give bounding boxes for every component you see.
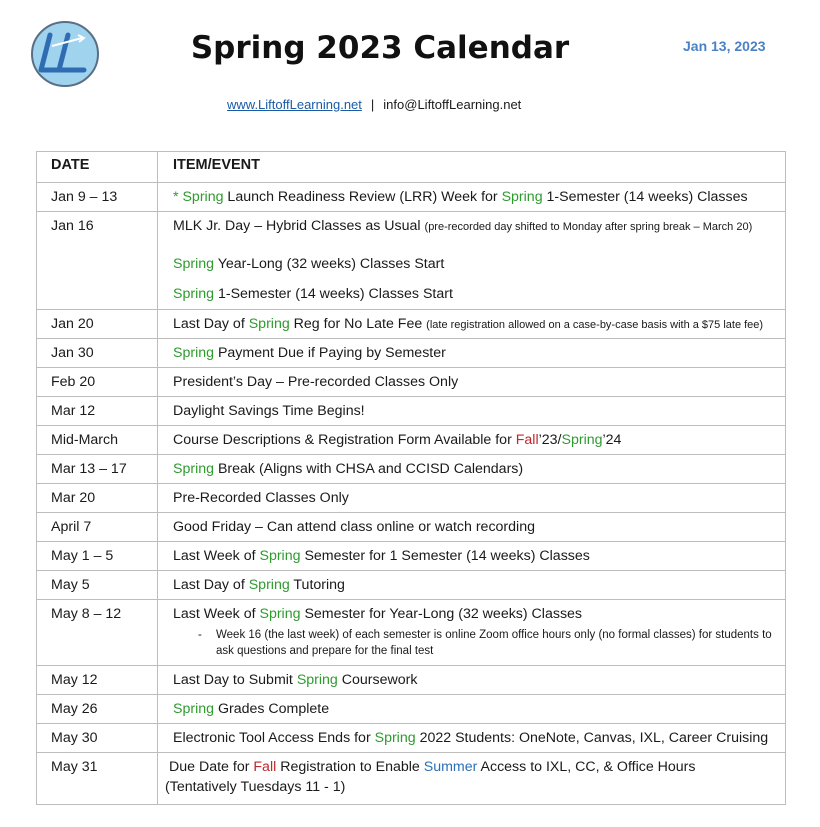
table-row [37,397,786,426]
website-link[interactable]: www.LiftoffLearning.net [227,97,362,112]
table-row [37,513,786,542]
row-event: Daylight Savings Time Begins! [158,397,786,426]
table-row [37,724,786,753]
row-date: Jan 16 [37,212,158,310]
row-event: Good Friday – Can attend class online or watch recording [158,513,786,542]
row-event: President’s Day – Pre-recorded Classes Only [158,368,786,397]
page-title: Spring 2023 Calendar [190,30,570,66]
table-row [37,368,786,397]
contact-separator: | [370,97,375,112]
table-row [37,484,786,513]
row-date: Mar 20 [37,484,158,513]
row-date: Mid-March [37,426,158,455]
row-date: May 8 – 12 [37,600,158,666]
row-date: May 12 [37,666,158,695]
row-event: Last Week of Spring Semester for Year-Long (32 weeks) Classes - Week 16 (the last week) of each semester is online Zoom office hours only (no formal classes) for students to ask questions and prepare for the final test [158,600,786,666]
row-date: Mar 13 – 17 [37,455,158,484]
table-row [37,542,786,571]
row-event: Last Day of Spring Reg for No Late Fee (late registration allowed on a case-by-case basis with a $75 late fee) [158,310,786,339]
row-event: Spring Break (Aligns with CHSA and CCISD Calendars) [158,455,786,484]
email-text: info@LiftoffLearning.net [383,97,522,112]
table-row [37,212,786,310]
contact-line [227,97,521,112]
row-event: Due Date for Fall Registration to Enable Summer Access to IXL, CC, & Office Hours (Tentatively Tuesdays 11 - 1) [158,753,786,805]
table-row [37,600,786,666]
row-note: - Week 16 (the last week) of each semester is online Zoom office hours only (no formal classes) for students to ask questions and prepare for the final test [198,629,772,657]
table-row [37,339,786,368]
table-row [37,753,786,805]
row-date: Mar 12 [37,397,158,426]
table-row [37,695,786,724]
table-row [37,666,786,695]
table-row [37,183,786,212]
row-date: May 30 [37,724,158,753]
row-event: Last Day of Spring Tutoring [158,571,786,600]
row-date: Feb 20 [37,368,158,397]
table-row [37,426,786,455]
row-date: May 1 – 5 [37,542,158,571]
row-event: Pre-Recorded Classes Only [158,484,786,513]
row-date: Jan 9 – 13 [37,183,158,212]
column-header-date: DATE [37,152,158,183]
column-header-item-event: ITEM/EVENT [158,152,786,183]
row-date: Jan 20 [37,310,158,339]
row-event: * Spring Launch Readiness Review (LRR) Week for Spring 1-Semester (14 weeks) Classes [158,183,786,212]
row-date: May 26 [37,695,158,724]
row-event: Electronic Tool Access Ends for Spring 2022 Students: OneNote, Canvas, IXL, Career Cruising [158,724,786,753]
row-date: May 5 [37,571,158,600]
row-event: Spring Grades Complete [158,695,786,724]
table-row [37,455,786,484]
row-event: Last Day to Submit Spring Coursework [158,666,786,695]
row-event: MLK Jr. Day – Hybrid Classes as Usual (pre-recorded day shifted to Monday after spring break – March 20) Spring Year-Long (32 weeks) Classes Start Spring 1-Semester (14 weeks) Classes Start [158,212,786,310]
row-date: May 31 [37,753,158,805]
document-date: Jan 13, 2023 [683,38,766,54]
row-event: Spring Payment Due if Paying by Semester [158,339,786,368]
row-event: Last Week of Spring Semester for 1 Semester (14 weeks) Classes [158,542,786,571]
table-row [37,310,786,339]
row-date: April 7 [37,513,158,542]
calendar-table [36,151,786,805]
row-date: Jan 30 [37,339,158,368]
row-event: Course Descriptions & Registration Form Available for Fall’23/Spring’24 [158,426,786,455]
table-row [37,571,786,600]
